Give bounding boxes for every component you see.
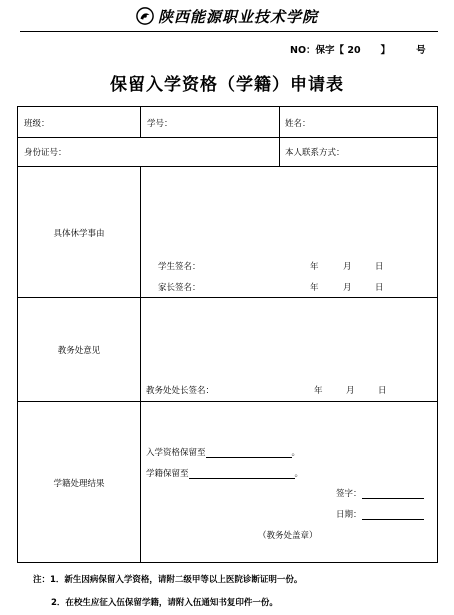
student-id-label: 学号： <box>147 119 173 129</box>
date-blank <box>362 510 424 520</box>
name-label: 姓名： <box>285 119 311 129</box>
col-divider <box>279 107 280 166</box>
keep-status-blank <box>189 469 295 479</box>
office-year: 年 <box>314 386 323 396</box>
note-prefix: 注： <box>33 575 51 585</box>
school-emblem-icon <box>136 7 154 25</box>
note-item-2: 2．在校生应征入伍保留学籍，请附入伍通知书复印件一份。 <box>51 598 278 608</box>
office-month: 月 <box>346 386 355 396</box>
parent-month: 月 <box>343 283 352 293</box>
signature-blank <box>362 489 424 499</box>
reason-day: 日 <box>375 262 384 272</box>
class-label: 班级： <box>24 119 50 129</box>
note-line-2 <box>51 596 278 608</box>
reason-month: 月 <box>343 262 352 272</box>
application-form <box>17 106 438 563</box>
id-card-label: 身份证号： <box>24 148 67 158</box>
date-label: 日期： <box>336 510 362 520</box>
date-row <box>336 508 424 520</box>
signature-row <box>336 487 424 499</box>
school-name: 陕西能源职业技术学院 <box>158 7 319 26</box>
director-sign-label: 教务处处长签名： <box>146 386 215 396</box>
row-divider <box>18 166 437 167</box>
keep-status-row <box>146 467 303 479</box>
school-logo <box>136 5 318 27</box>
parent-year: 年 <box>310 283 319 293</box>
keep-status-period: 。 <box>294 469 304 479</box>
col-divider <box>140 166 141 562</box>
office-day: 日 <box>378 386 387 396</box>
student-sign-label: 学生签名： <box>158 262 201 272</box>
keep-status-label: 学籍保留至 <box>146 469 189 479</box>
stamp-note: （教务处盖章） <box>258 531 318 541</box>
result-label: 学籍处理结果 <box>53 479 105 489</box>
note-item-1: 1．新生因病保留入学资格，请附二级甲等以上医院诊断证明一份。 <box>50 575 303 585</box>
signature-label: 签字： <box>336 489 362 499</box>
doc-no-suffix: 号 <box>416 45 426 56</box>
document-number <box>290 42 426 56</box>
parent-day: 日 <box>375 283 384 293</box>
reason-label: 具体休学事由 <box>53 229 105 239</box>
keep-admission-row <box>146 446 300 458</box>
row-divider <box>18 297 437 298</box>
col-divider <box>140 107 141 137</box>
reason-year: 年 <box>310 262 319 272</box>
doc-no-label: NO：保字【 20 <box>290 45 361 56</box>
row-divider <box>18 137 437 138</box>
parent-sign-label: 家长签名： <box>158 283 201 293</box>
academic-office-label: 教务处意见 <box>57 346 101 356</box>
header-rule <box>20 31 438 32</box>
keep-admission-period: 。 <box>291 448 301 458</box>
form-title: 保留入学资格（学籍）申请表 <box>110 75 344 95</box>
keep-admission-blank <box>206 448 292 458</box>
contact-label: 本人联系方式： <box>285 148 345 158</box>
doc-no-close: 】 <box>380 45 391 56</box>
row-divider <box>18 401 437 402</box>
keep-admission-label: 入学资格保留至 <box>146 448 206 458</box>
note-line-1 <box>33 573 302 585</box>
